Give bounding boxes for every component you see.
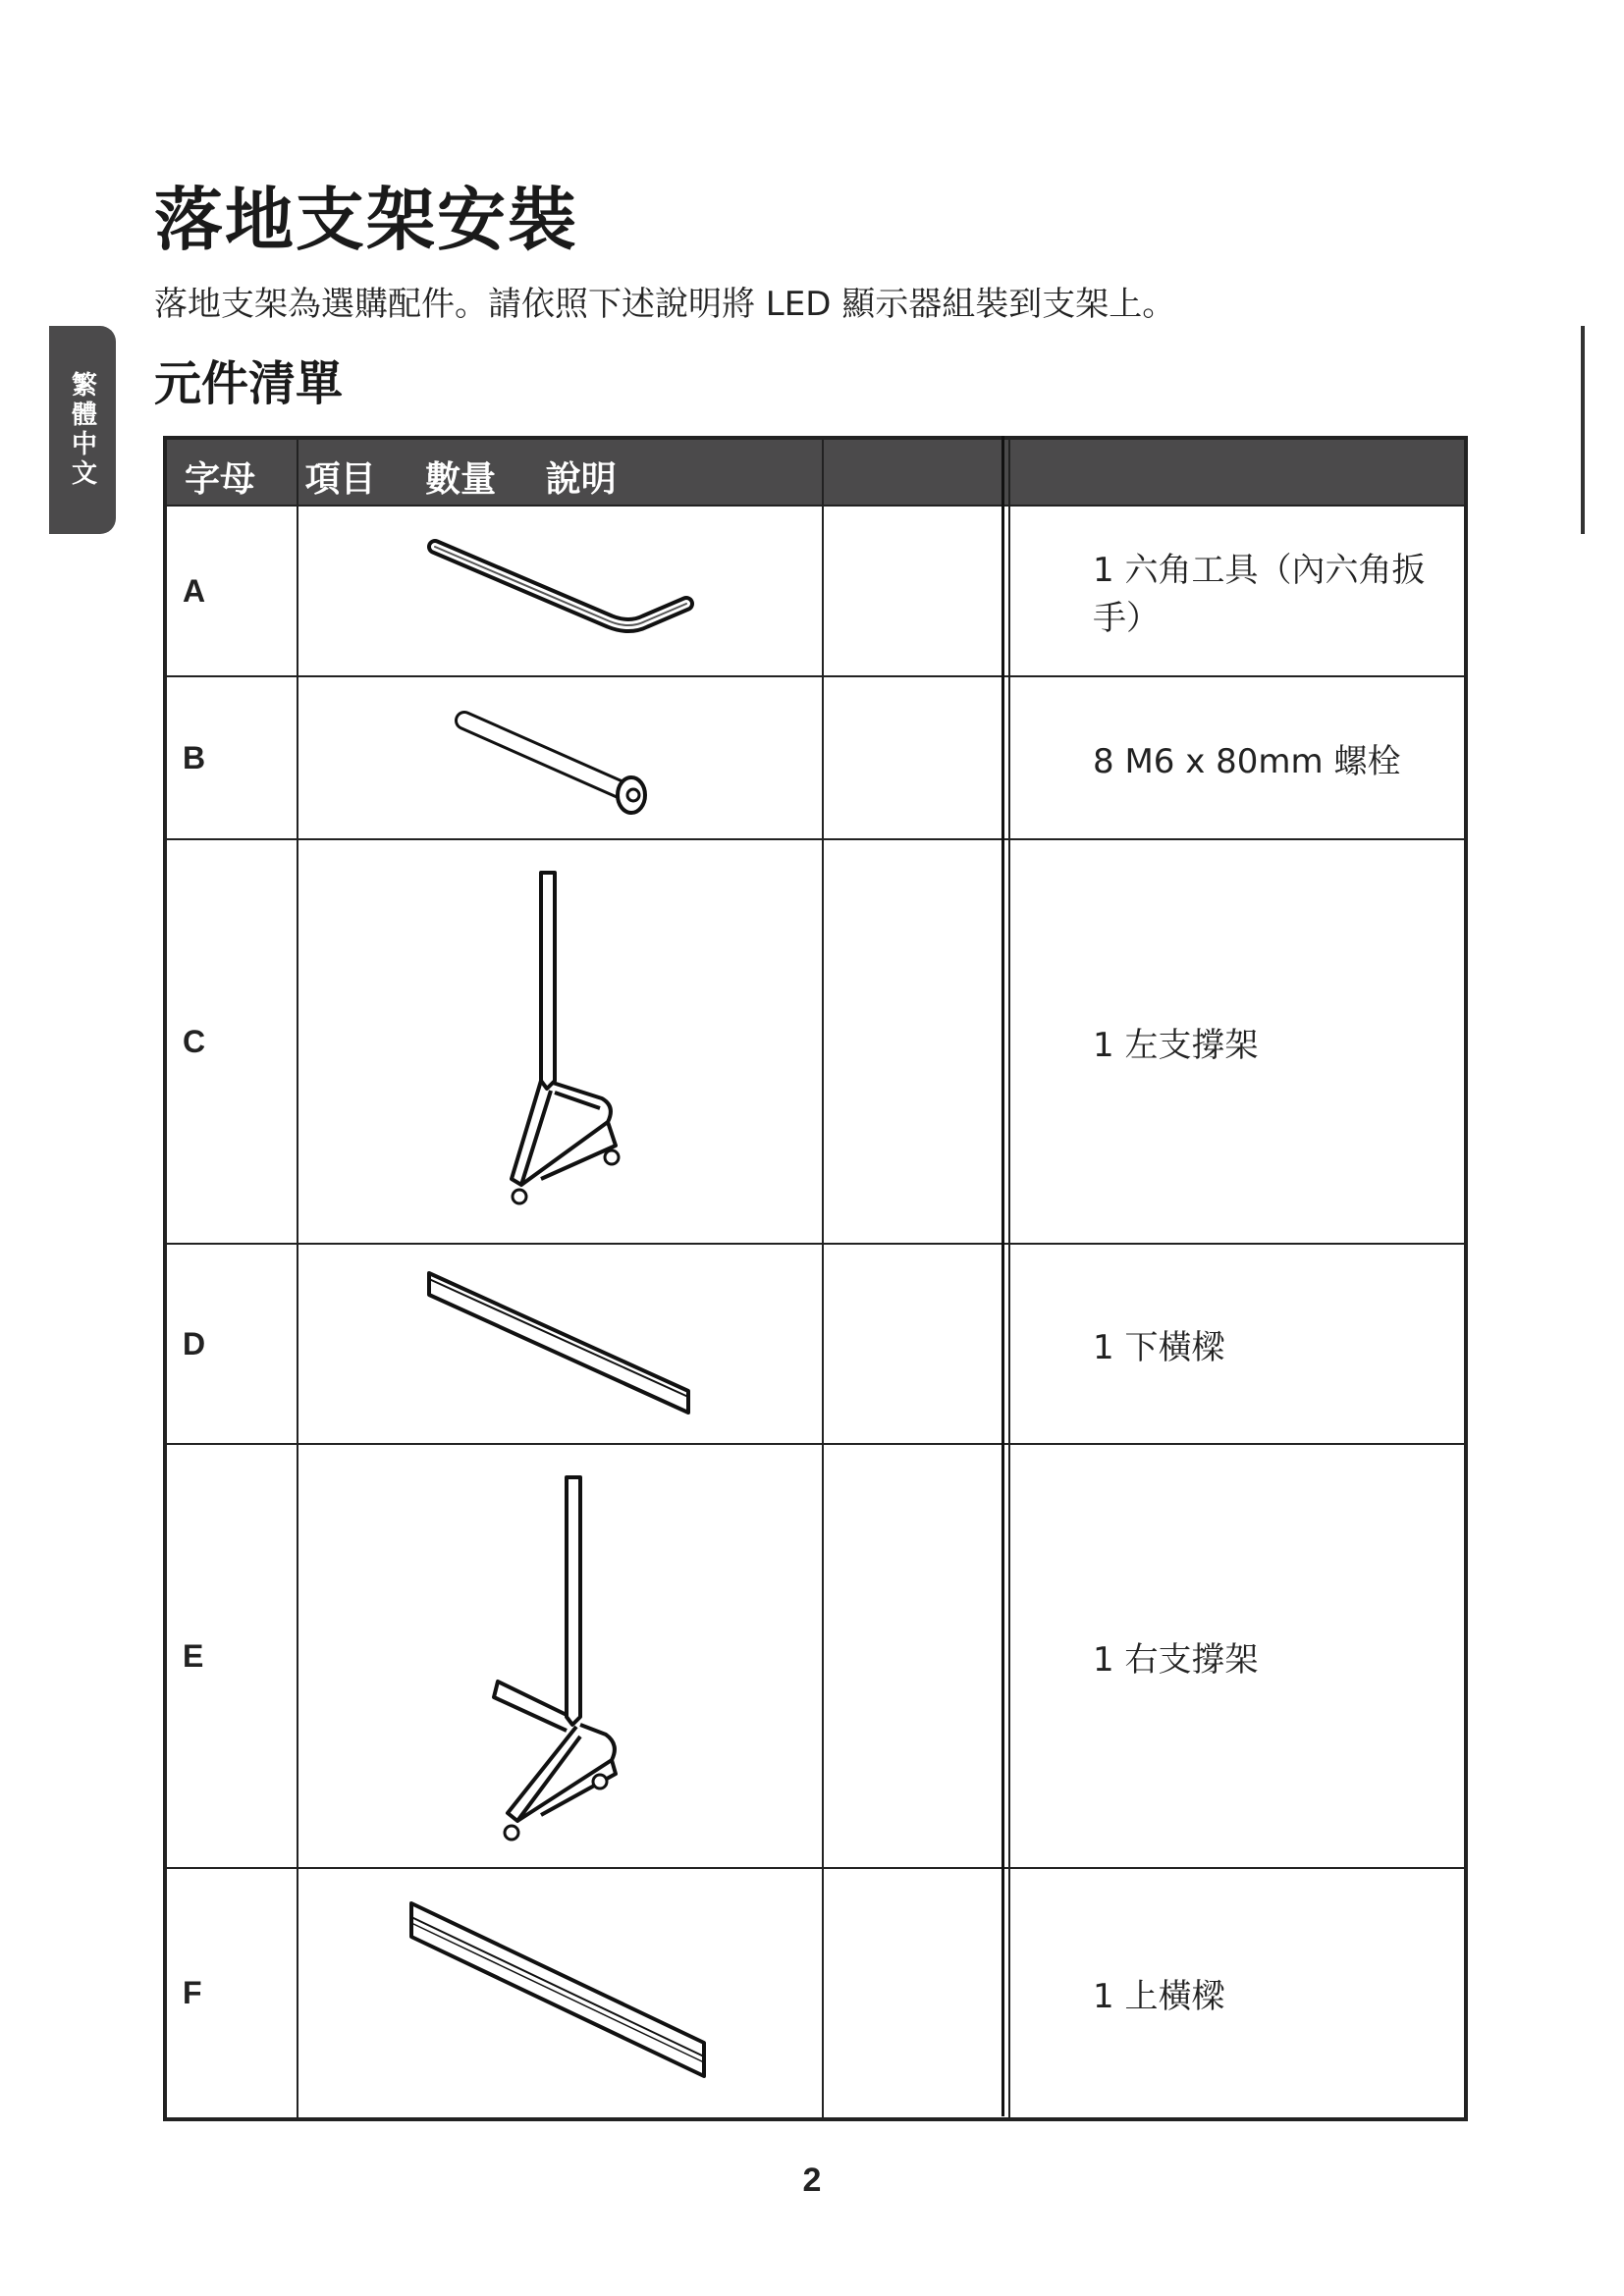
row-blank [823, 839, 1009, 1244]
header-cell [1009, 438, 1466, 506]
row-image [298, 506, 823, 676]
row-description: 1 六角工具（內六角扳手） [1009, 506, 1466, 676]
row-image [298, 1444, 823, 1868]
language-tab-label: 繁體中文 [67, 371, 97, 489]
section-title: 元件清單 [154, 356, 344, 411]
table-row [165, 1868, 1466, 2119]
right-stand-icon [482, 1469, 639, 1842]
row-letter: A [165, 506, 298, 676]
row-description: 8 M6 x 80mm 螺栓 [1009, 676, 1466, 839]
row-blank [823, 676, 1009, 839]
right-margin-rule [1581, 326, 1585, 534]
table-row [165, 1244, 1466, 1444]
row-image [298, 839, 823, 1244]
row-blank [823, 1868, 1009, 2119]
header-item: 項目 [304, 459, 376, 500]
table-overlay-rule [1001, 436, 1004, 2116]
language-tab [49, 326, 116, 534]
left-stand-icon [482, 865, 639, 1218]
table-row [165, 676, 1466, 839]
page-number: 2 [802, 2162, 822, 2199]
table-header-row [165, 438, 1466, 506]
intro-text: 落地支架為選購配件。請依照下述說明將 LED 顯示器組裝到支架上。 [154, 285, 1176, 324]
row-letter: F [165, 1868, 298, 2119]
table-row [165, 839, 1466, 1244]
header-description: 說明 [545, 459, 617, 500]
header-cell [165, 438, 617, 506]
row-blank [823, 1244, 1009, 1444]
row-image [298, 676, 823, 839]
row-image [298, 1244, 823, 1444]
row-blank [823, 1444, 1009, 1868]
row-letter: B [165, 676, 298, 839]
row-image [298, 1868, 823, 2119]
row-description: 1 左支撐架 [1009, 839, 1466, 1244]
header-cell [823, 438, 1009, 506]
header-letter: 字母 [185, 459, 256, 500]
row-description: 1 右支撐架 [1009, 1444, 1466, 1868]
upper-beam-icon [404, 1896, 718, 2092]
row-letter: E [165, 1444, 298, 1868]
hex-key-icon [413, 527, 708, 655]
header-quantity: 數量 [425, 459, 497, 500]
table-row [165, 506, 1466, 676]
parts-table [163, 436, 1468, 2121]
bolt-icon [453, 699, 669, 817]
row-description: 1 下橫樑 [1009, 1244, 1466, 1444]
page-title: 落地支架安裝 [154, 180, 578, 260]
row-letter: C [165, 839, 298, 1244]
lower-beam-icon [423, 1265, 698, 1422]
row-blank [823, 506, 1009, 676]
row-letter: D [165, 1244, 298, 1444]
row-description: 1 上橫樑 [1009, 1868, 1466, 2119]
table-row [165, 1444, 1466, 1868]
